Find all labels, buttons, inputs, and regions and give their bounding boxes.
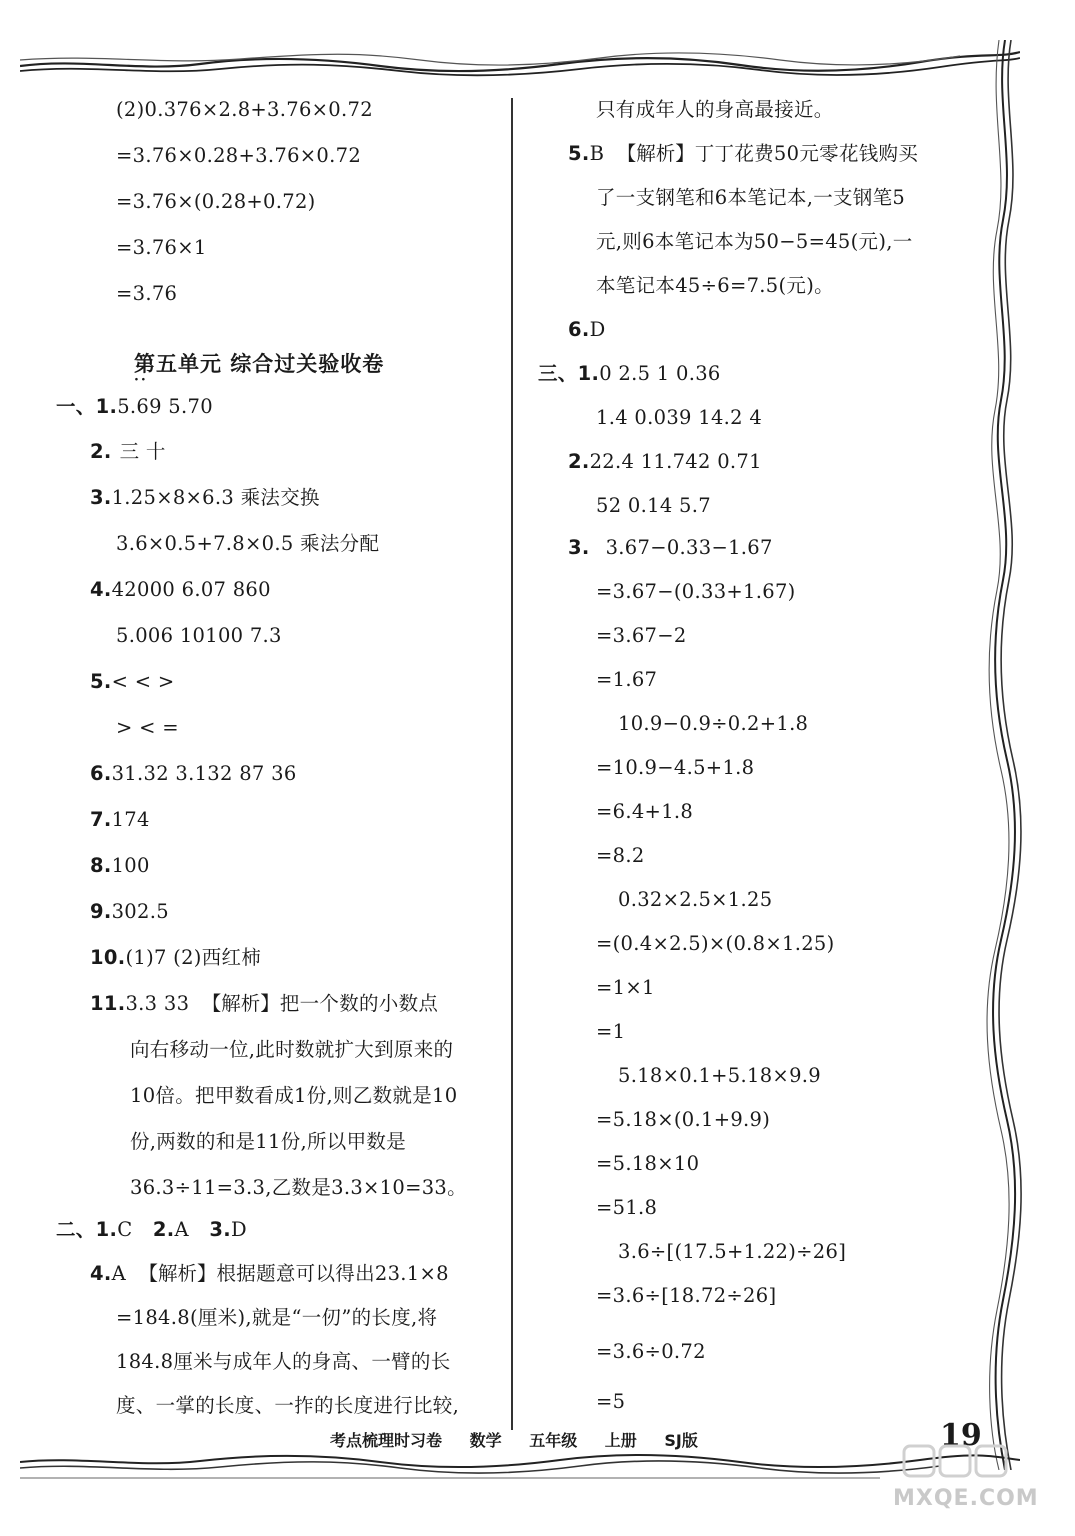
answer-text: 三 十 [119,440,166,463]
grade: 五年级 [529,1431,578,1450]
question-number: 4. [90,578,112,601]
answer-text: 度、一掌的长度、一拃的长度进行比较, [116,1394,460,1417]
calc-line: =3.76×0.28+3.76×0.72 [116,144,362,167]
answer-line [90,946,261,970]
calc-line: =(0.4×2.5)×(0.8×1.25) [596,932,835,955]
answer-line [90,808,150,832]
question-number: 3. [90,486,112,509]
answer-line [568,536,773,560]
answer-text: 31.32 3.132 87 36 [111,762,297,785]
calc-line: 0.32×2.5×1.25 [618,888,773,911]
analysis-tag: 【解析】 [138,1262,217,1285]
answer-line [568,450,762,474]
answer-line [90,854,150,878]
answer-text: 0 2.5 1 0.36 [599,362,721,385]
answer-text: 184.8厘米与成年人的身高、一臂的长 [116,1350,451,1373]
calc-line: 10.9−0.9÷0.2+1.8 [618,712,809,735]
question-number: 三、1. [538,362,600,385]
answer-line [90,578,271,602]
answer-text: 只有成年人的身高最接近。 [596,98,834,121]
question-number: 2. [568,450,590,473]
question-number: 3. [209,1218,231,1241]
answer-text: 丁丁花费50元零花钱购买 [694,142,919,165]
calc-line: =3.6÷0.72 [596,1340,706,1363]
page-number: 19 [940,1418,982,1453]
question-number: 6. [568,318,590,341]
calc-line: =8.2 [596,844,645,867]
answer-line [56,395,213,419]
answer-text: D [230,1218,247,1241]
answer-text: 10倍。把甲数看成1份,则乙数就是10 [130,1084,458,1107]
question-number: 5. [568,142,590,165]
question-number: 8. [90,854,112,877]
calc-line: =3.67−2 [596,624,687,647]
answer-text: (1)7 (2)西红柿 [125,946,262,969]
section-title: 第五单元 综合过关验收卷 [134,352,385,376]
footer-book-info [330,1428,720,1451]
question-number: 7. [90,808,112,831]
answer-text: 1.25×8×6.3 乘法交换 [111,486,320,509]
answer-text: 把一个数的小数点 [279,992,439,1015]
calc-line: =5 [596,1390,626,1413]
calc-line: =3.76×(0.28+0.72) [116,190,316,213]
right-wavy-border [985,40,1025,1470]
book-title: 考点梳理时习卷 [330,1431,443,1450]
answer-text: 本笔记本45÷6=7.5(元)。 [596,274,834,297]
answer-text: D [589,318,606,341]
calc-line: =3.6÷[18.72÷26] [596,1284,777,1307]
calc-line: =1 [596,1020,626,1043]
calc-line: =6.4+1.8 [596,800,694,823]
answer-text: A [111,1262,126,1285]
answer-text: 3.3 33 [125,992,190,1015]
question-number: 二、1. [56,1218,118,1241]
calc-line: =5.18×(0.1+9.9) [596,1108,771,1131]
answer-line [90,762,297,786]
answer-line [90,670,175,694]
calc-line: 5.18×0.1+5.18×9.9 [618,1064,821,1087]
question-number: 4. [90,1262,112,1285]
calc-line: (2)0.376×2.8+3.76×0.72 [116,98,373,121]
question-number: 3. [568,536,590,559]
answer-text: 42000 6.07 860 [111,578,271,601]
answer-line [568,142,918,166]
answer-text: 3.67−0.33−1.67 [605,536,773,559]
answer-text: =184.8(厘米),就是“一仞”的长度,将 [116,1306,438,1329]
analysis-tag: 【解析】 [201,992,280,1015]
answer-text: 174 [111,808,150,831]
answer-text: 1.4 0.039 14.2 4 [596,406,763,429]
edition: SJ版 [664,1431,698,1450]
answer-line [90,1262,449,1286]
calc-line: =10.9−4.5+1.8 [596,756,755,779]
question-number: 2. [152,1218,175,1241]
subject: 数学 [469,1431,502,1450]
calc-line: =51.8 [596,1196,658,1219]
calc-line: 3.6÷[(17.5+1.22)÷26] [618,1240,847,1263]
calc-line: =3.76 [116,282,178,305]
answer-text: 根据题意可以得出23.1×8 [216,1262,449,1285]
watermark-logo-icon [896,1440,1026,1486]
calc-line: =1×1 [596,976,655,999]
calc-line: =5.18×10 [596,1152,700,1175]
answer-text: > < = [116,716,179,739]
calc-line: =3.76×1 [116,236,207,259]
answer-text: 52 0.14 5.7 [596,494,711,517]
column-divider [511,98,513,1430]
volume: 上册 [604,1431,637,1450]
calc-line: =1.67 [596,668,658,691]
top-wavy-border [20,38,1020,80]
question-number: 5. [90,670,112,693]
calc-line: =3.67−(0.33+1.67) [596,580,796,603]
answer-text: 5.69 5.70 [117,395,213,418]
answer-text: C [117,1218,133,1241]
answer-text: 3.6×0.5+7.8×0.5 乘法分配 [116,532,380,555]
answer-text: 5.006 10100 7.3 [116,624,282,647]
answer-line [90,992,438,1016]
emphasis-dots: ·· [134,372,148,388]
answer-text: < < > [111,670,175,693]
answer-text: 份,两数的和是11份,所以甲数是 [130,1130,407,1153]
answer-text: 302.5 [111,900,169,923]
question-number: 2. [90,440,112,463]
question-number: 9. [90,900,112,923]
answer-text: 100 [111,854,150,877]
analysis-tag: 【解析】 [616,142,695,165]
question-number: 10. [90,946,126,969]
answer-line [90,900,169,924]
answer-text: 元,则6本笔记本为50−5=45(元),一 [596,230,913,253]
answer-line [90,440,166,464]
question-number: 一、1. [56,395,118,418]
answer-text: 36.3÷11=3.3,乙数是3.3×10=33。 [130,1176,467,1199]
answer-text: B [589,142,605,165]
watermark-text: MXQE.COM [893,1486,1039,1511]
question-number: 11. [90,992,126,1015]
answer-text: A [174,1218,189,1241]
answer-text: 22.4 11.742 0.71 [589,450,762,473]
answer-line [568,318,606,342]
answer-text: 了一支钢笔和6本笔记本,一支钢笔5 [596,186,906,209]
answer-text: 向右移动一位,此时数就扩大到原来的 [130,1038,454,1061]
question-number: 6. [90,762,112,785]
answer-line [538,362,721,386]
answer-line [56,1218,247,1242]
answer-line [90,486,320,510]
